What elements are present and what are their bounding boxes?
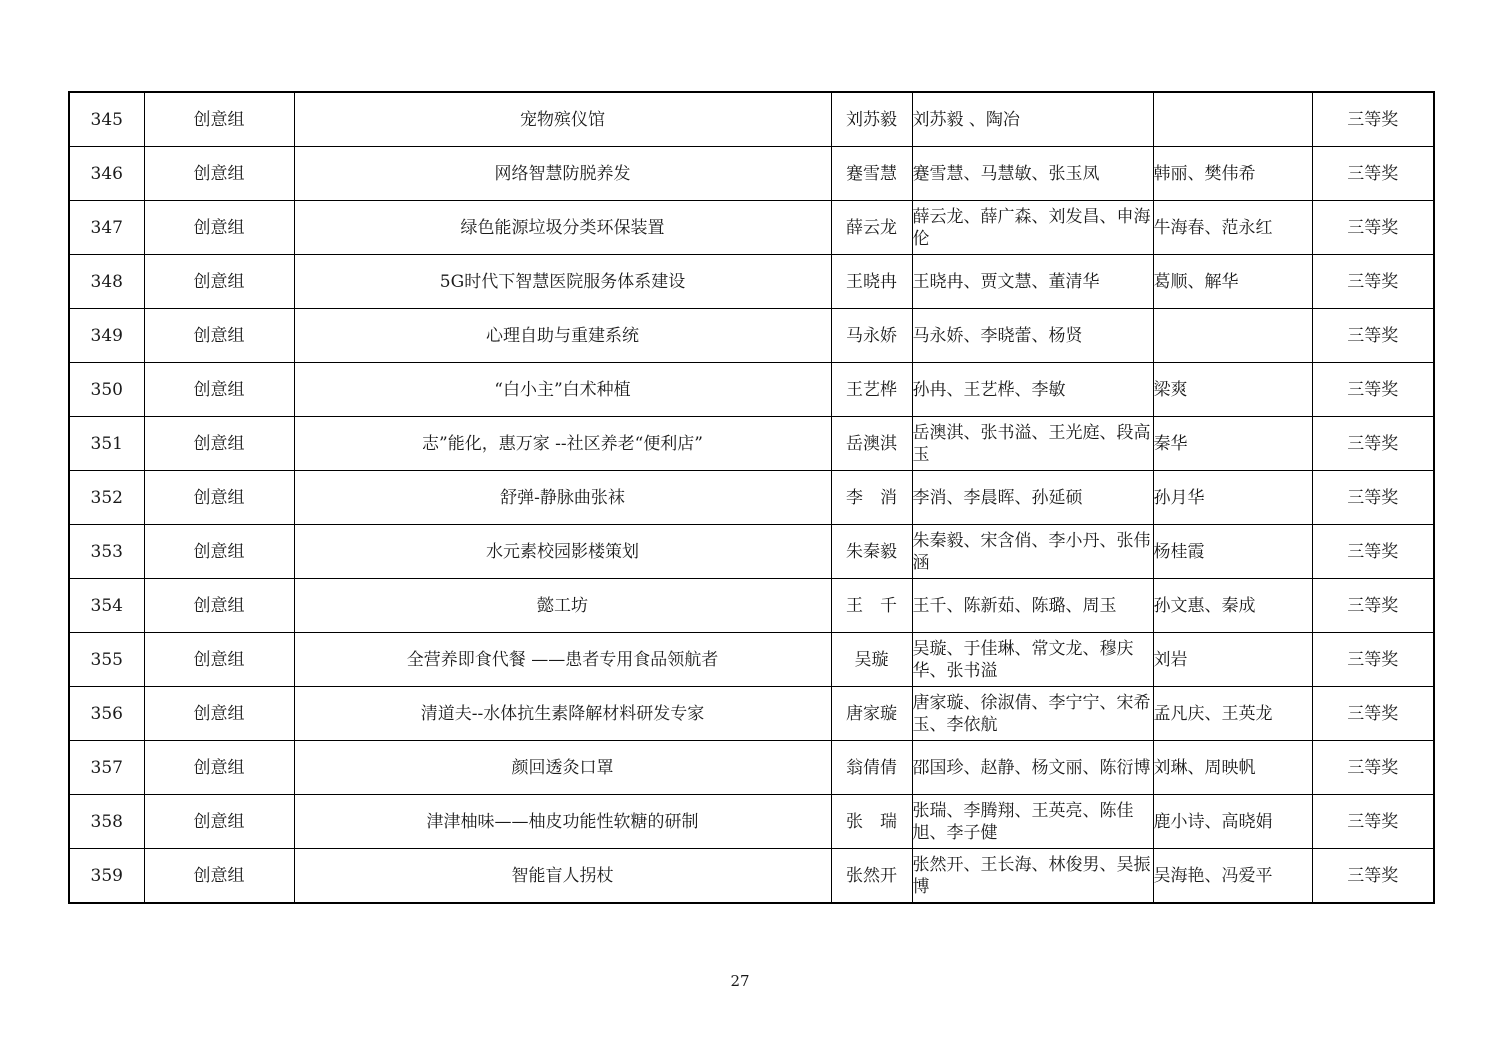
leader-cell: 唐家璇 bbox=[831, 687, 912, 741]
award-cell: 三等奖 bbox=[1312, 849, 1434, 904]
members-cell: 朱秦毅、宋含俏、李小丹、张伟涵 bbox=[912, 525, 1153, 579]
members-cell: 马永娇、李晓蕾、杨贤 bbox=[912, 309, 1153, 363]
table-row bbox=[69, 579, 1434, 633]
row-number: 350 bbox=[69, 363, 144, 417]
members-cell: 王千、陈新茹、陈璐、周玉 bbox=[912, 579, 1153, 633]
table-row bbox=[69, 795, 1434, 849]
project-title-cell: 津津柚味——柚皮功能性软糖的研制 bbox=[294, 795, 831, 849]
group-cell: 创意组 bbox=[144, 309, 294, 363]
members-cell: 王晓冉、贾文慧、董清华 bbox=[912, 255, 1153, 309]
leader-cell: 王艺桦 bbox=[831, 363, 912, 417]
members-cell: 刘苏毅 、陶冶 bbox=[912, 92, 1153, 147]
members-cell: 邵国珍、赵静、杨文丽、陈衍博 bbox=[912, 741, 1153, 795]
leader-cell: 王 千 bbox=[831, 579, 912, 633]
group-cell: 创意组 bbox=[144, 201, 294, 255]
project-title-cell: 5G时代下智慧医院服务体系建设 bbox=[294, 255, 831, 309]
project-title-cell: 志”能化，惠万家 --社区养老“便利店” bbox=[294, 417, 831, 471]
members-cell: 李消、李晨晖、孙延硕 bbox=[912, 471, 1153, 525]
award-cell: 三等奖 bbox=[1312, 795, 1434, 849]
leader-cell: 吴璇 bbox=[831, 633, 912, 687]
row-number: 356 bbox=[69, 687, 144, 741]
members-cell: 张然开、王长海、林俊男、吴振博 bbox=[912, 849, 1153, 904]
award-cell: 三等奖 bbox=[1312, 92, 1434, 147]
advisors-cell: 葛顺、解华 bbox=[1153, 255, 1312, 309]
award-cell: 三等奖 bbox=[1312, 309, 1434, 363]
table-row bbox=[69, 363, 1434, 417]
members-cell: 吴璇、于佳琳、常文龙、穆庆华、张书溢 bbox=[912, 633, 1153, 687]
project-title-cell: 舒弹-静脉曲张袜 bbox=[294, 471, 831, 525]
group-cell: 创意组 bbox=[144, 579, 294, 633]
members-cell: 薛云龙、薛广森、刘发昌、申海伦 bbox=[912, 201, 1153, 255]
row-number: 345 bbox=[69, 92, 144, 147]
advisors-cell: 孙月华 bbox=[1153, 471, 1312, 525]
advisors-cell: 梁爽 bbox=[1153, 363, 1312, 417]
advisors-cell: 孙文惠、秦成 bbox=[1153, 579, 1312, 633]
row-number: 358 bbox=[69, 795, 144, 849]
advisors-cell: 刘岩 bbox=[1153, 633, 1312, 687]
group-cell: 创意组 bbox=[144, 417, 294, 471]
awards-table bbox=[68, 91, 1435, 904]
page-number: 27 bbox=[730, 972, 750, 990]
table-row bbox=[69, 417, 1434, 471]
members-cell: 唐家璇、徐淑倩、李宁宁、宋希玉、李依航 bbox=[912, 687, 1153, 741]
award-cell: 三等奖 bbox=[1312, 255, 1434, 309]
group-cell: 创意组 bbox=[144, 255, 294, 309]
award-cell: 三等奖 bbox=[1312, 687, 1434, 741]
group-cell: 创意组 bbox=[144, 633, 294, 687]
project-title-cell: 清道夫--水体抗生素降解材料研发专家 bbox=[294, 687, 831, 741]
advisors-cell: 韩丽、樊伟希 bbox=[1153, 147, 1312, 201]
members-cell: 岳澳淇、张书溢、王光庭、段高玉 bbox=[912, 417, 1153, 471]
table-row bbox=[69, 741, 1434, 795]
advisors-cell: 孟凡庆、王英龙 bbox=[1153, 687, 1312, 741]
award-cell: 三等奖 bbox=[1312, 147, 1434, 201]
award-cell: 三等奖 bbox=[1312, 741, 1434, 795]
award-cell: 三等奖 bbox=[1312, 525, 1434, 579]
project-title-cell: 网络智慧防脱养发 bbox=[294, 147, 831, 201]
row-number: 352 bbox=[69, 471, 144, 525]
award-cell: 三等奖 bbox=[1312, 579, 1434, 633]
members-cell: 张瑞、李腾翔、王英亮、陈佳旭、李子健 bbox=[912, 795, 1153, 849]
row-number: 354 bbox=[69, 579, 144, 633]
group-cell: 创意组 bbox=[144, 363, 294, 417]
members-cell: 蹇雪慧、马慧敏、张玉凤 bbox=[912, 147, 1153, 201]
project-title-cell: “白小主”白术种植 bbox=[294, 363, 831, 417]
group-cell: 创意组 bbox=[144, 147, 294, 201]
leader-cell: 张 瑞 bbox=[831, 795, 912, 849]
group-cell: 创意组 bbox=[144, 741, 294, 795]
row-number: 359 bbox=[69, 849, 144, 904]
award-cell: 三等奖 bbox=[1312, 201, 1434, 255]
leader-cell: 蹇雪慧 bbox=[831, 147, 912, 201]
table-body bbox=[69, 92, 1434, 903]
leader-cell: 李 消 bbox=[831, 471, 912, 525]
advisors-cell: 鹿小诗、高晓娟 bbox=[1153, 795, 1312, 849]
members-cell: 孙冉、王艺桦、李敏 bbox=[912, 363, 1153, 417]
leader-cell: 刘苏毅 bbox=[831, 92, 912, 147]
advisors-cell bbox=[1153, 92, 1312, 147]
award-cell: 三等奖 bbox=[1312, 417, 1434, 471]
row-number: 347 bbox=[69, 201, 144, 255]
table-row bbox=[69, 849, 1434, 904]
group-cell: 创意组 bbox=[144, 795, 294, 849]
advisors-cell: 刘琳、周映帆 bbox=[1153, 741, 1312, 795]
award-cell: 三等奖 bbox=[1312, 363, 1434, 417]
table-row bbox=[69, 525, 1434, 579]
leader-cell: 朱秦毅 bbox=[831, 525, 912, 579]
table-row bbox=[69, 633, 1434, 687]
table-row bbox=[69, 92, 1434, 147]
project-title-cell: 水元素校园影楼策划 bbox=[294, 525, 831, 579]
group-cell: 创意组 bbox=[144, 525, 294, 579]
project-title-cell: 心理自助与重建系统 bbox=[294, 309, 831, 363]
table-row bbox=[69, 147, 1434, 201]
table-row bbox=[69, 471, 1434, 525]
leader-cell: 翁倩倩 bbox=[831, 741, 912, 795]
group-cell: 创意组 bbox=[144, 687, 294, 741]
leader-cell: 岳澳淇 bbox=[831, 417, 912, 471]
row-number: 351 bbox=[69, 417, 144, 471]
leader-cell: 薛云龙 bbox=[831, 201, 912, 255]
row-number: 349 bbox=[69, 309, 144, 363]
row-number: 348 bbox=[69, 255, 144, 309]
advisors-cell bbox=[1153, 309, 1312, 363]
group-cell: 创意组 bbox=[144, 92, 294, 147]
leader-cell: 马永娇 bbox=[831, 309, 912, 363]
row-number: 353 bbox=[69, 525, 144, 579]
row-number: 346 bbox=[69, 147, 144, 201]
table-row bbox=[69, 309, 1434, 363]
row-number: 355 bbox=[69, 633, 144, 687]
table-row bbox=[69, 687, 1434, 741]
table-row bbox=[69, 201, 1434, 255]
leader-cell: 王晓冉 bbox=[831, 255, 912, 309]
advisors-cell: 牛海春、范永红 bbox=[1153, 201, 1312, 255]
table-row bbox=[69, 255, 1434, 309]
project-title-cell: 颜回透灸口罩 bbox=[294, 741, 831, 795]
leader-cell: 张然开 bbox=[831, 849, 912, 904]
project-title-cell: 智能盲人拐杖 bbox=[294, 849, 831, 904]
advisors-cell: 秦华 bbox=[1153, 417, 1312, 471]
award-cell: 三等奖 bbox=[1312, 633, 1434, 687]
group-cell: 创意组 bbox=[144, 471, 294, 525]
project-title-cell: 全营养即食代餐 ——患者专用食品领航者 bbox=[294, 633, 831, 687]
project-title-cell: 绿色能源垃圾分类环保装置 bbox=[294, 201, 831, 255]
project-title-cell: 懿工坊 bbox=[294, 579, 831, 633]
advisors-cell: 吴海艳、冯爱平 bbox=[1153, 849, 1312, 904]
award-cell: 三等奖 bbox=[1312, 471, 1434, 525]
group-cell: 创意组 bbox=[144, 849, 294, 904]
advisors-cell: 杨桂霞 bbox=[1153, 525, 1312, 579]
row-number: 357 bbox=[69, 741, 144, 795]
project-title-cell: 宠物殡仪馆 bbox=[294, 92, 831, 147]
